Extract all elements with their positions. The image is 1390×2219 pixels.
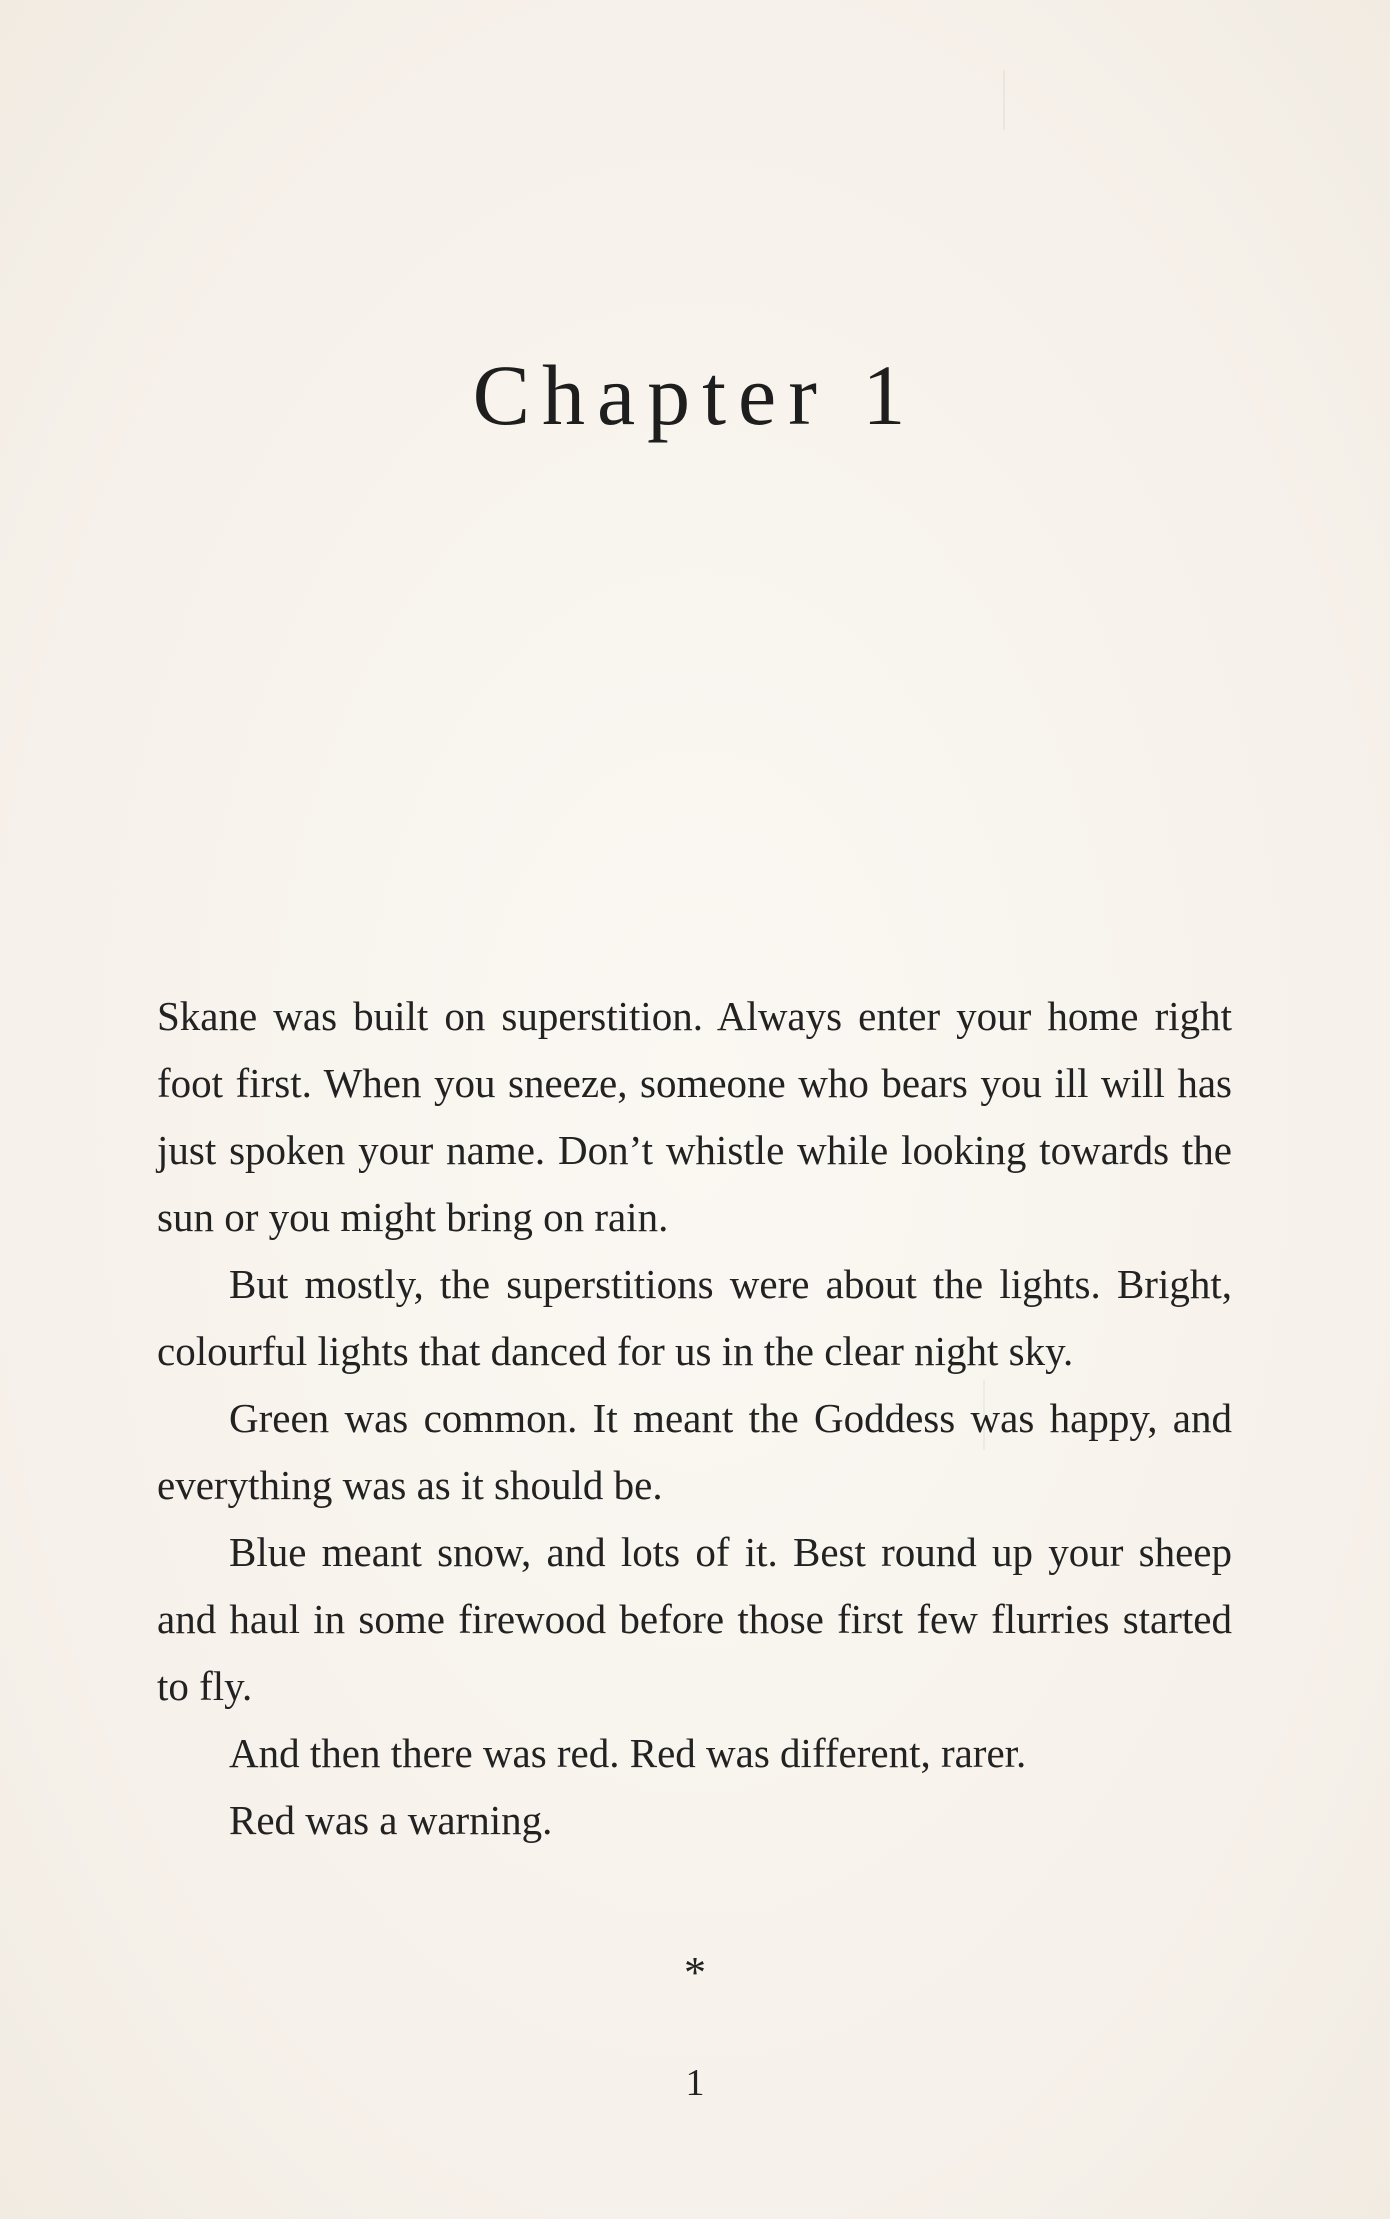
paragraph: But mostly, the superstitions were about the lights. Bright, colourful lights that danced for us in the clear night sky. — [157, 1261, 1232, 1374]
page-number: 1 — [685, 2062, 705, 2104]
paragraph: Blue meant snow, and lots of it. Best round up your sheep and haul in some firewood before those first few flurries started to fly. — [157, 1529, 1232, 1709]
paragraph: Skane was built on superstition. Always enter your home right foot first. When you sneeze, someone who bears you ill will has just spoken your name. Don’t whistle while looking towards the sun or you might bring on rain. — [157, 993, 1232, 1240]
chapter-body — [157, 983, 1232, 1854]
paragraph: Green was common. It meant the Goddess was happy, and everything was as it should be. — [157, 1395, 1232, 1508]
paper-crease-mark — [1003, 70, 1005, 130]
chapter-title: Chapter 1 — [472, 347, 918, 443]
section-break-asterisk: * — [684, 1948, 706, 1997]
paragraph: And then there was red. Red was different, rarer. — [229, 1730, 1027, 1776]
paragraph: Red was a warning. — [229, 1797, 553, 1843]
